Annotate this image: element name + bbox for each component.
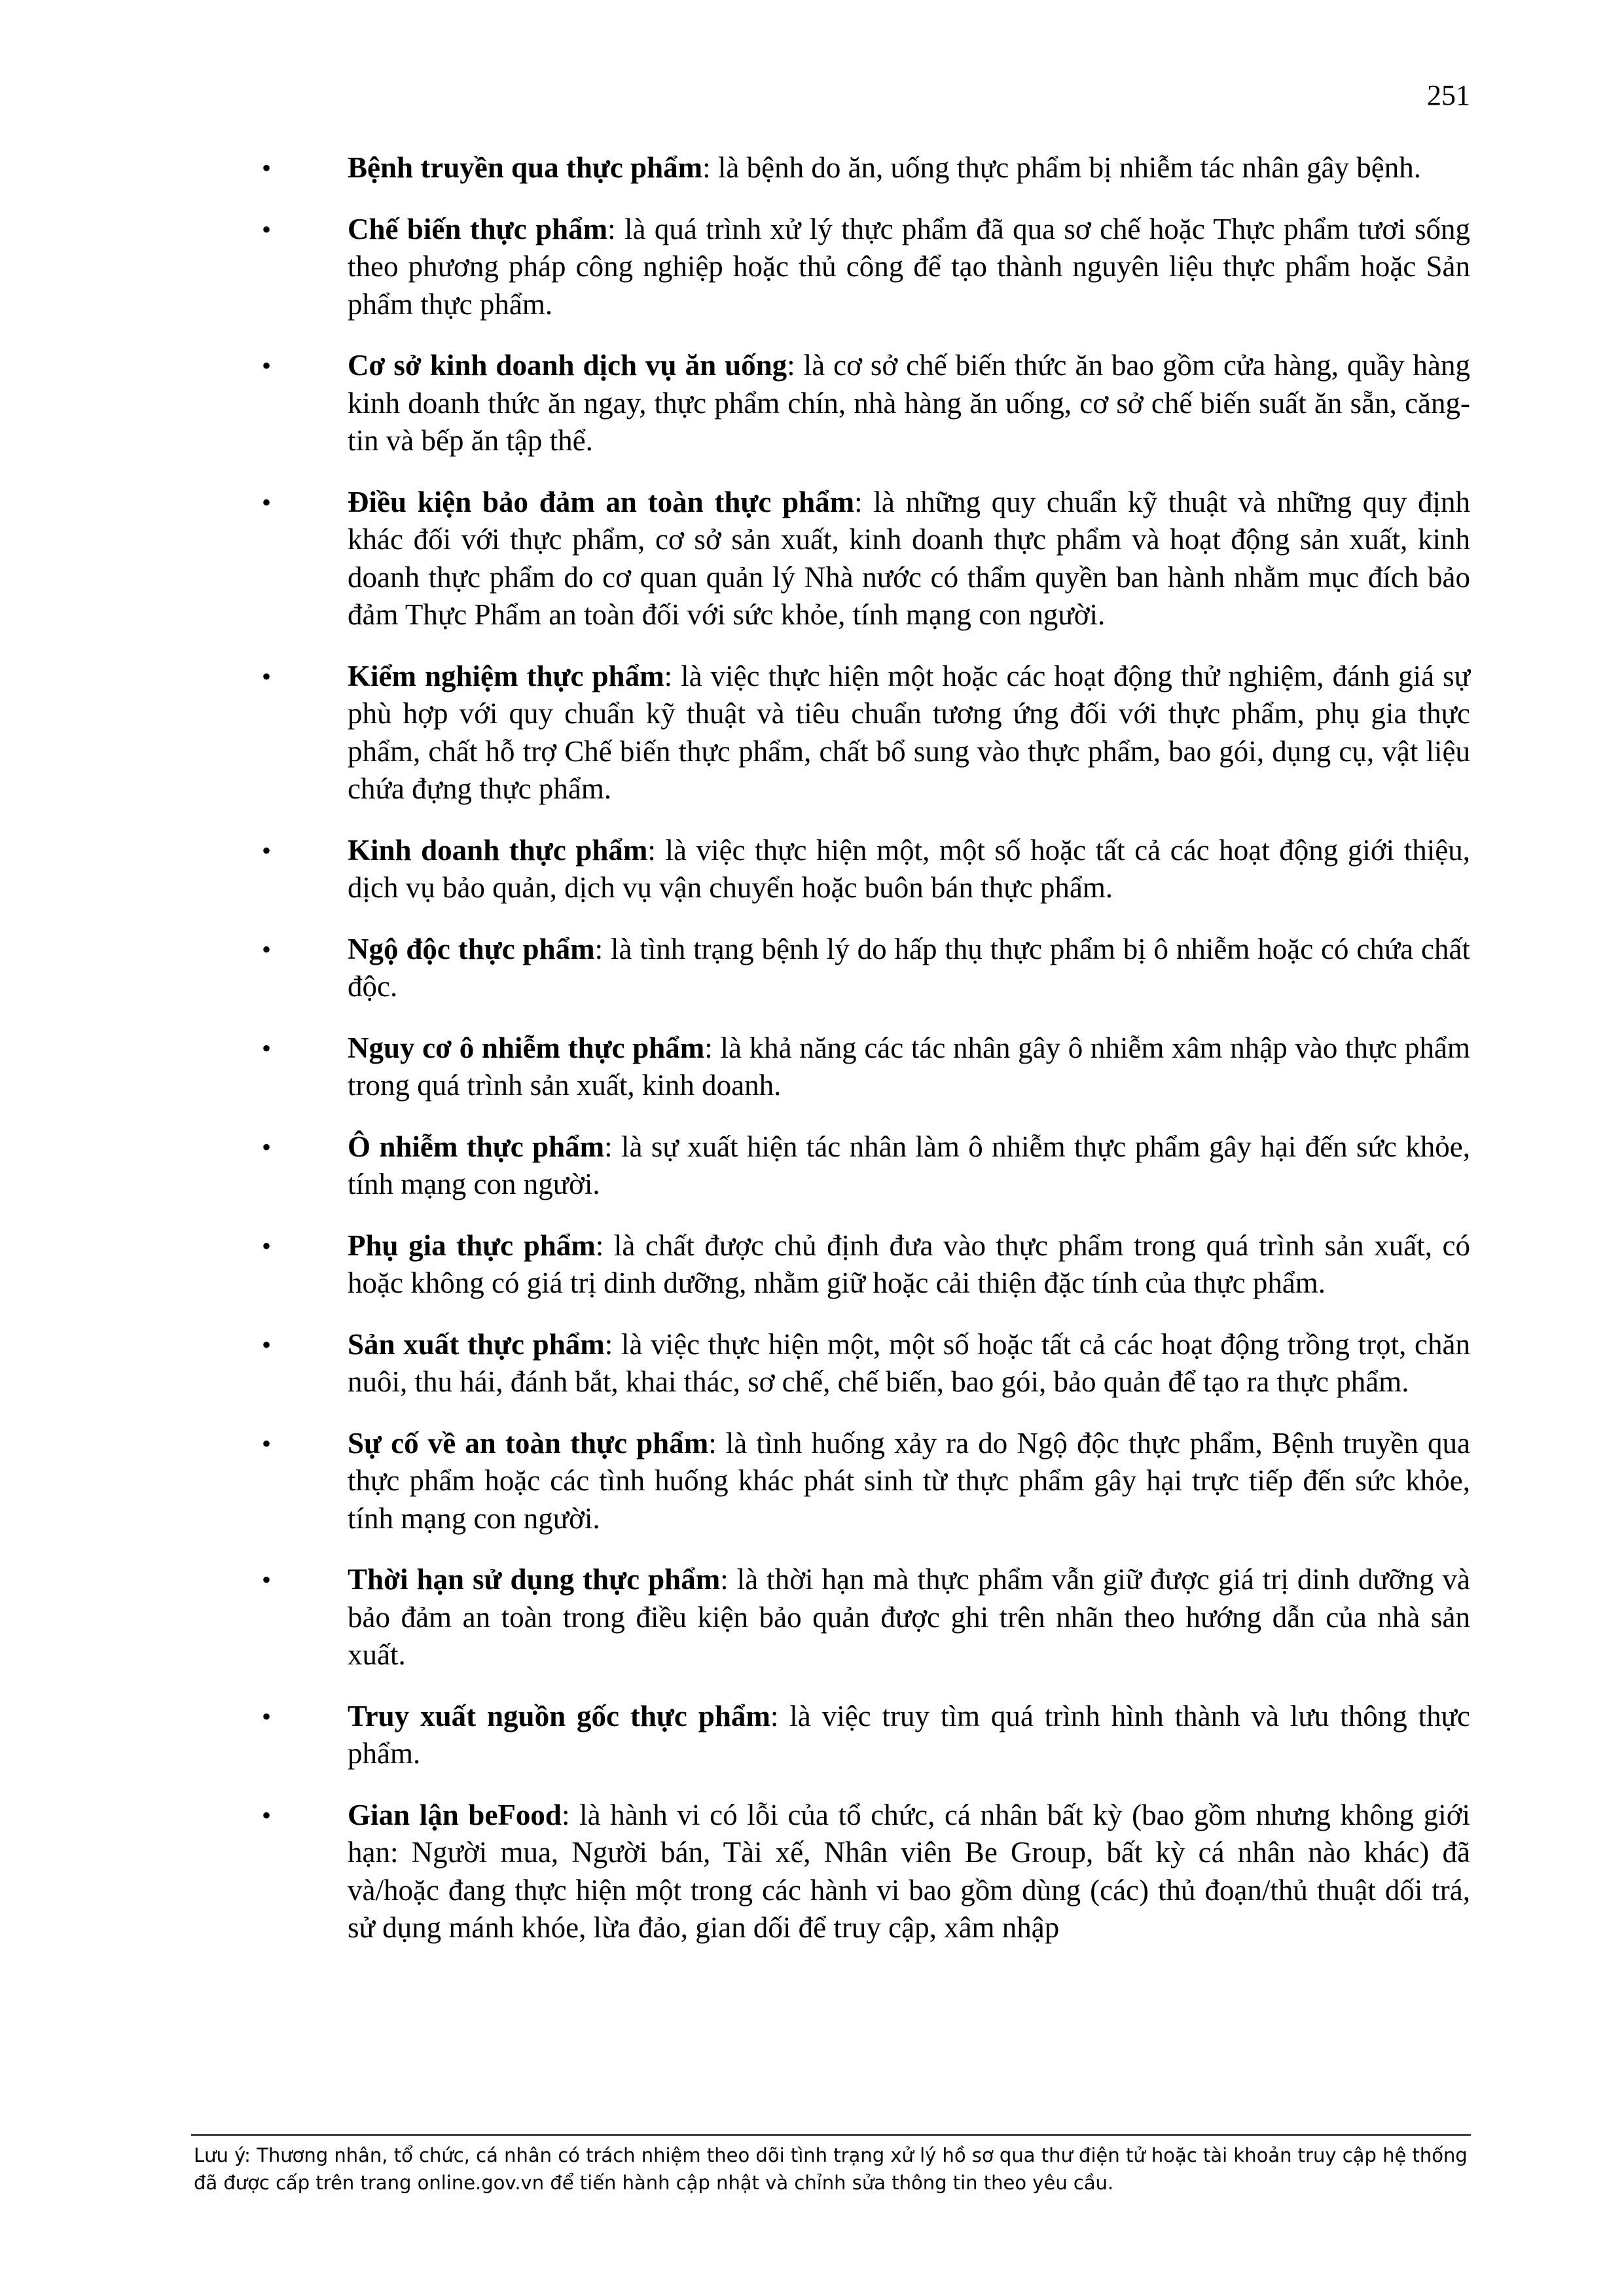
definition-item: • Gian lận beFood: là hành vi có lỗi của tổ chức, cá nhân bất kỳ (bao gồm nhưng không giới hạn: Người mua, Người bán, Tài xế, Nhân viên Be Group, bất kỳ cá nhân nào khác) đã và/hoặc đang thực hiện một trong các hành vi bao gồm dùng (các) thủ đoạn/thủ thuật dối trá, sử dụng mánh khóe, lừa đảo, gian dối để truy cập, xâm nhập bbox=[262, 1797, 1470, 1947]
definition-term: Gian lận beFood bbox=[348, 1798, 562, 1831]
definition-text: là những quy chuẩn kỹ thuật và những quy định khác đối với thực phẩm, cơ sở sản xuất, kinh doanh thực phẩm và hoạt động sản xuất, kinh doanh thực phẩm do cơ quan quản lý Nhà nước có thẩm quyền ban hành nhằm mục đích bảo đảm Thực Phẩm an toàn đối với sức khỏe, tính mạng con người. bbox=[348, 485, 1470, 631]
definition-term: Sản xuất thực phẩm bbox=[348, 1327, 605, 1361]
bullet-icon: • bbox=[262, 351, 272, 380]
definition-text: là tình trạng bệnh lý do hấp thụ thực phẩm bị ô nhiễm hoặc có chứa chất độc. bbox=[348, 932, 1470, 1003]
definition-text: là bệnh do ăn, uống thực phẩm bị nhiễm tác nhân gây bệnh. bbox=[717, 151, 1421, 184]
definition-term: Kinh doanh thực phẩm bbox=[348, 833, 648, 867]
footer-divider bbox=[191, 2134, 1471, 2136]
definition-term: Bệnh truyền qua thực phẩm bbox=[348, 151, 703, 184]
bullet-icon: • bbox=[262, 1132, 272, 1162]
bullet-icon: • bbox=[262, 214, 272, 244]
bullet-icon: • bbox=[262, 1329, 272, 1359]
definition-term: Truy xuất nguồn gốc thực phẩm bbox=[348, 1699, 770, 1732]
bullet-icon: • bbox=[262, 1033, 272, 1063]
definition-text: là khả năng các tác nhân gây ô nhiễm xâm nhập vào thực phẩm trong quá trình sản xuất, kinh doanh. bbox=[348, 1031, 1470, 1102]
definition-item: • Điều kiện bảo đảm an toàn thực phẩm: là những quy chuẩn kỹ thuật và những quy định khác đối với thực phẩm, cơ sở sản xuất, kinh doanh thực phẩm và hoạt động sản xuất, kinh doanh thực phẩm do cơ quan quản lý Nhà nước có thẩm quyền ban hành nhằm mục đích bảo đảm Thực Phẩm an toàn đối với sức khỏe, tính mạng con người. bbox=[262, 484, 1470, 634]
bullet-icon: • bbox=[262, 1800, 272, 1830]
definition-text: là hành vi có lỗi của tổ chức, cá nhân bất kỳ (bao gồm nhưng không giới hạn: Người mua, Người bán, Tài xế, Nhân viên Be Group, bất kỳ cá nhân nào khác) đã và/hoặc đang thực hiện một trong các hành vi bao gồm dùng (các) thủ đoạn/thủ thuật dối trá, sử dụng mánh khóe, lừa đảo, gian dối để truy cập, xâm nhập bbox=[348, 1798, 1470, 1944]
definition-item: • Thời hạn sử dụng thực phẩm: là thời hạn mà thực phẩm vẫn giữ được giá trị dinh dưỡng và bảo đảm an toàn trong điều kiện bảo quản được ghi trên nhãn theo hướng dẫn của nhà sản xuất. bbox=[262, 1561, 1470, 1674]
footer-note: Lưu ý: Thương nhân, tổ chức, cá nhân có trách nhiệm theo dõi tình trạng xử lý hồ sơ qua thư điện tử hoặc tài khoản truy cập hệ thống đã được cấp trên trang online.gov.vn để tiến hành cập nhật và chỉnh sửa thông tin theo yêu cầu. bbox=[194, 2144, 1468, 2194]
definition-term: Nguy cơ ô nhiễm thực phẩm bbox=[348, 1031, 705, 1064]
definition-item: • Cơ sở kinh doanh dịch vụ ăn uống: là cơ sở chế biến thức ăn bao gồm cửa hàng, quầy hàng kinh doanh thức ăn ngay, thực phẩm chín, nhà hàng ăn uống, cơ sở chế biến suất ăn sẵn, căng-tin và bếp ăn tập thể. bbox=[262, 347, 1470, 460]
definition-term: Ô nhiễm thực phẩm bbox=[348, 1130, 605, 1163]
definition-text: là tình huống xảy ra do Ngộ độc thực phẩm, Bệnh truyền qua thực phẩm hoặc các tình huống khác phát sinh từ thực phẩm gây hại trực tiếp đến sức khỏe, tính mạng con người. bbox=[348, 1426, 1470, 1535]
definition-term: Sự cố về an toàn thực phẩm bbox=[348, 1426, 709, 1460]
bullet-icon: • bbox=[262, 487, 272, 517]
definition-term: Phụ gia thực phẩm bbox=[348, 1229, 596, 1262]
page-number: 251 bbox=[1427, 79, 1470, 111]
definition-item: • Sản xuất thực phẩm: là việc thực hiện một, một số hoặc tất cả các hoạt động trồng trọt, chăn nuôi, thu hái, đánh bắt, khai thác, sơ chế, chế biến, bao gói, bảo quản để tạo ra thực phẩm. bbox=[262, 1326, 1470, 1401]
definition-item: • Ô nhiễm thực phẩm: là sự xuất hiện tác nhân làm ô nhiễm thực phẩm gây hại đến sức khỏe, tính mạng con người. bbox=[262, 1128, 1470, 1204]
definition-text: là sự xuất hiện tác nhân làm ô nhiễm thực phẩm gây hại đến sức khỏe, tính mạng con người. bbox=[348, 1130, 1470, 1200]
definition-term: Cơ sở kinh doanh dịch vụ ăn uống bbox=[348, 349, 787, 382]
definition-item: • Kiểm nghiệm thực phẩm: là việc thực hiện một hoặc các hoạt động thử nghiệm, đánh giá sự phù hợp với quy chuẩn kỹ thuật và tiêu chuẩn tương ứng đối với thực phẩm, phụ gia thực phẩm, chất hỗ trợ Chế biến thực phẩm, chất bổ sung vào thực phẩm, bao gói, dụng cụ, vật liệu chứa đựng thực phẩm. bbox=[262, 658, 1470, 808]
definition-item: • Kinh doanh thực phẩm: là việc thực hiện một, một số hoặc tất cả các hoạt động giới thiệu, dịch vụ bảo quản, dịch vụ vận chuyển hoặc buôn bán thực phẩm. bbox=[262, 832, 1470, 907]
definition-term: Chế biến thực phẩm bbox=[348, 212, 608, 245]
definition-item: • Phụ gia thực phẩm: là chất được chủ định đưa vào thực phẩm trong quá trình sản xuất, có hoặc không có giá trị dinh dưỡng, nhằm giữ hoặc cải thiện đặc tính của thực phẩm. bbox=[262, 1227, 1470, 1302]
definition-text: là việc thực hiện một hoặc các hoạt động thử nghiệm, đánh giá sự phù hợp với quy chuẩn kỹ thuật và tiêu chuẩn tương ứng đối với thực phẩm, phụ gia thực phẩm, chất hỗ trợ Chế biến thực phẩm, chất bổ sung vào thực phẩm, bao gói, dụng cụ, vật liệu chứa đựng thực phẩm. bbox=[348, 659, 1470, 805]
bullet-icon: • bbox=[262, 153, 272, 183]
definition-item: • Bệnh truyền qua thực phẩm: là bệnh do ăn, uống thực phẩm bị nhiễm tác nhân gây bệnh. bbox=[262, 149, 1470, 187]
definition-list bbox=[262, 149, 1470, 1971]
definition-item: • Truy xuất nguồn gốc thực phẩm: là việc truy tìm quá trình hình thành và lưu thông thực phẩm. bbox=[262, 1698, 1470, 1773]
bullet-icon: • bbox=[262, 661, 272, 691]
definition-item: • Chế biến thực phẩm: là quá trình xử lý thực phẩm đã qua sơ chế hoặc Thực phẩm tươi sống theo phương pháp công nghiệp hoặc thủ công để tạo thành nguyên liệu thực phẩm hoặc Sản phẩm thực phẩm. bbox=[262, 211, 1470, 324]
definition-text: là chất được chủ định đưa vào thực phẩm trong quá trình sản xuất, có hoặc không có giá trị dinh dưỡng, nhằm giữ hoặc cải thiện đặc tính của thực phẩm. bbox=[348, 1229, 1470, 1299]
definition-term: Thời hạn sử dụng thực phẩm bbox=[348, 1563, 721, 1596]
definition-item: • Ngộ độc thực phẩm: là tình trạng bệnh lý do hấp thụ thực phẩm bị ô nhiễm hoặc có chứa chất độc. bbox=[262, 931, 1470, 1006]
definition-term: Điều kiện bảo đảm an toàn thực phẩm bbox=[348, 485, 855, 518]
bullet-icon: • bbox=[262, 934, 272, 964]
bullet-icon: • bbox=[262, 1428, 272, 1458]
definition-text: là thời hạn mà thực phẩm vẫn giữ được giá trị dinh dưỡng và bảo đảm an toàn trong điều kiện bảo quản được ghi trên nhãn theo hướng dẫn của nhà sản xuất. bbox=[348, 1563, 1471, 1671]
definition-text: là việc truy tìm quá trình hình thành và lưu thông thực phẩm. bbox=[348, 1699, 1470, 1770]
definition-text: là việc thực hiện một, một số hoặc tất cả các hoạt động trồng trọt, chăn nuôi, thu hái, đánh bắt, khai thác, sơ chế, chế biến, bao gói, bảo quản để tạo ra thực phẩm. bbox=[348, 1327, 1470, 1398]
bullet-icon: • bbox=[262, 1230, 272, 1261]
definition-term: Ngộ độc thực phẩm bbox=[348, 932, 595, 965]
bullet-icon: • bbox=[262, 835, 272, 865]
definition-text: là quá trình xử lý thực phẩm đã qua sơ chế hoặc Thực phẩm tươi sống theo phương pháp công nghiệp hoặc thủ công để tạo thành nguyên liệu thực phẩm hoặc Sản phẩm thực phẩm. bbox=[348, 212, 1470, 321]
definition-item: • Sự cố về an toàn thực phẩm: là tình huống xảy ra do Ngộ độc thực phẩm, Bệnh truyền qua thực phẩm hoặc các tình huống khác phát sinh từ thực phẩm gây hại trực tiếp đến sức khỏe, tính mạng con người. bbox=[262, 1425, 1470, 1538]
definition-text: là cơ sở chế biến thức ăn bao gồm cửa hàng, quầy hàng kinh doanh thức ăn ngay, thực phẩm chín, nhà hàng ăn uống, cơ sở chế biến suất ăn sẵn, căng-tin và bếp ăn tập thể. bbox=[348, 349, 1470, 457]
bullet-icon: • bbox=[262, 1565, 272, 1594]
bullet-icon: • bbox=[262, 1701, 272, 1731]
definition-text: là việc thực hiện một, một số hoặc tất cả các hoạt động giới thiệu, dịch vụ bảo quản, dịch vụ vận chuyển hoặc buôn bán thực phẩm. bbox=[348, 833, 1470, 904]
definition-item: • Nguy cơ ô nhiễm thực phẩm: là khả năng các tác nhân gây ô nhiễm xâm nhập vào thực phẩm trong quá trình sản xuất, kinh doanh. bbox=[262, 1030, 1470, 1105]
definition-term: Kiểm nghiệm thực phẩm bbox=[348, 659, 664, 692]
